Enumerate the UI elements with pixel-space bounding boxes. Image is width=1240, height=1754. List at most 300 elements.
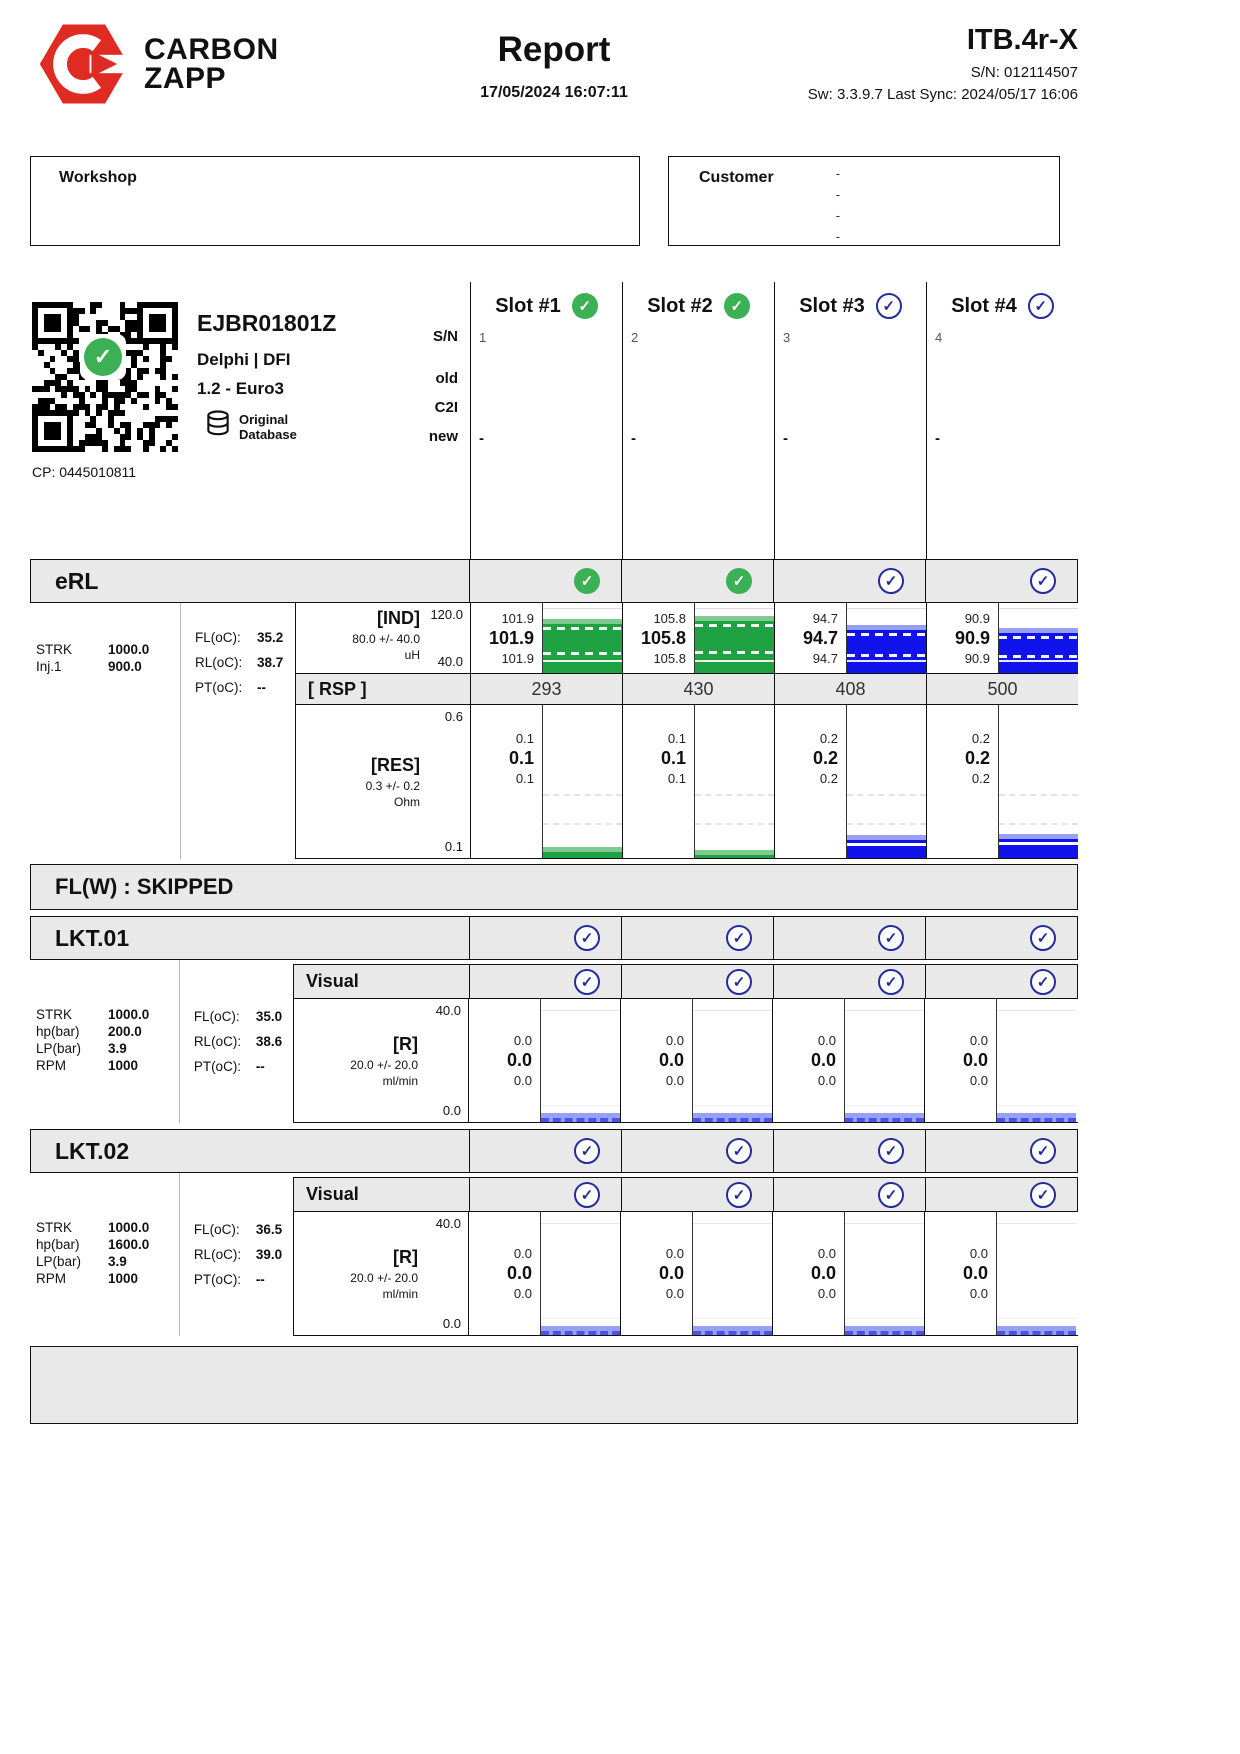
value-min: 0.2 bbox=[819, 771, 838, 786]
value-avg: 0.0 bbox=[506, 1050, 532, 1070]
header-right bbox=[808, 24, 1078, 103]
slot-new-value: - bbox=[631, 430, 636, 447]
temp-row bbox=[195, 650, 295, 675]
bar-graph bbox=[692, 999, 772, 1122]
measurement-label-cell bbox=[295, 705, 470, 858]
slot-result-cell bbox=[469, 917, 621, 959]
slot-measure-cell bbox=[620, 999, 772, 1122]
status-check-icon: ✓ bbox=[726, 969, 752, 995]
check-icon: ✓ bbox=[84, 338, 122, 376]
status-check-icon: ✓ bbox=[878, 969, 904, 995]
slot-result-cell bbox=[621, 917, 773, 959]
axis-top: 120.0 bbox=[430, 607, 463, 622]
temp-label: RL(oC): bbox=[193, 1034, 242, 1049]
value-avg: 0.1 bbox=[508, 748, 534, 768]
slot-status-icon: ✓ bbox=[572, 293, 598, 319]
bar-graph bbox=[844, 1212, 924, 1335]
temp-row bbox=[195, 675, 295, 700]
param-row bbox=[36, 1006, 179, 1023]
value-triplet bbox=[621, 999, 692, 1122]
slot-result-cell bbox=[469, 560, 621, 602]
bar-graph bbox=[540, 1212, 620, 1335]
brand-line-1: CARBON bbox=[144, 32, 279, 66]
status-check-icon: ✓ bbox=[1030, 969, 1056, 995]
customer-placeholder-line: - bbox=[835, 229, 841, 244]
value-max: 0.2 bbox=[971, 731, 990, 746]
axis-top: 40.0 bbox=[435, 1003, 461, 1018]
row-label-old: old bbox=[435, 370, 458, 387]
temp-row bbox=[194, 1054, 293, 1079]
slot-status-icon: ✓ bbox=[876, 293, 902, 319]
axis-labels bbox=[418, 1212, 468, 1335]
slot-result-cell bbox=[621, 1130, 773, 1172]
value-min: 0.0 bbox=[969, 1073, 988, 1088]
temp-row bbox=[194, 1029, 293, 1054]
param-label: Inj.1 bbox=[36, 659, 62, 674]
slot-status-icon: ✓ bbox=[724, 293, 750, 319]
value-max: 0.2 bbox=[819, 731, 838, 746]
slot-measure-cell bbox=[622, 705, 774, 858]
slot-new-value: - bbox=[479, 430, 484, 447]
value-triplet bbox=[925, 999, 996, 1122]
param-value: 1000 bbox=[108, 1271, 139, 1286]
value-min: 0.0 bbox=[513, 1073, 532, 1088]
qr-status-icon bbox=[80, 334, 126, 380]
rsp-value: 500 bbox=[926, 674, 1078, 704]
param-row bbox=[36, 1040, 179, 1057]
value-max: 0.0 bbox=[969, 1246, 988, 1261]
status-check-icon: ✓ bbox=[878, 1138, 904, 1164]
param-row bbox=[36, 1236, 179, 1253]
param-label: STRK bbox=[36, 1007, 73, 1022]
value-min: 0.0 bbox=[665, 1286, 684, 1301]
param-label: RPM bbox=[36, 1271, 66, 1286]
measurement-name: [IND] bbox=[377, 608, 420, 628]
value-min: 0.1 bbox=[667, 771, 686, 786]
injector-brand: Delphi | DFI bbox=[197, 350, 291, 369]
slot-result-cell bbox=[925, 917, 1077, 959]
value-avg: 0.0 bbox=[658, 1263, 684, 1283]
measurement-name: [R] bbox=[393, 1033, 418, 1054]
param-label: LP(bar) bbox=[36, 1041, 82, 1056]
status-check-icon: ✓ bbox=[726, 568, 752, 594]
param-label: STRK bbox=[36, 1220, 73, 1235]
slot-new-value: - bbox=[935, 430, 940, 447]
temp-row bbox=[195, 625, 295, 650]
slot-header bbox=[471, 282, 622, 319]
value-triplet bbox=[471, 705, 542, 858]
value-avg: 0.0 bbox=[658, 1050, 684, 1070]
value-triplet bbox=[623, 705, 694, 858]
measurement-name: [RES] bbox=[371, 754, 420, 775]
value-min: 0.0 bbox=[969, 1286, 988, 1301]
slot-result-cell bbox=[773, 965, 925, 998]
status-check-icon: ✓ bbox=[726, 1182, 752, 1208]
section-bar-flw bbox=[30, 864, 1078, 910]
param-value: 1000 bbox=[108, 1058, 139, 1073]
value-triplet bbox=[925, 1212, 996, 1335]
measurement-bar bbox=[543, 847, 622, 858]
temp-label: FL(oC): bbox=[195, 630, 241, 645]
measurement-bar bbox=[695, 850, 774, 858]
value-triplet bbox=[927, 705, 998, 858]
slot-result-cell bbox=[621, 560, 773, 602]
customer-placeholder-line: - bbox=[835, 166, 841, 181]
section-title: LKT.01 bbox=[55, 924, 130, 951]
slot-title: Slot #4 bbox=[951, 294, 1017, 317]
slot-number: 1 bbox=[479, 330, 487, 345]
slot-measure-cell bbox=[924, 1212, 1076, 1335]
rsp-value: 293 bbox=[470, 674, 622, 704]
value-min: 0.0 bbox=[513, 1286, 532, 1301]
status-check-icon: ✓ bbox=[878, 568, 904, 594]
status-check-icon: ✓ bbox=[1030, 568, 1056, 594]
slot-column-4 bbox=[926, 282, 1078, 559]
unit: uH bbox=[404, 648, 420, 662]
measurement-bar bbox=[693, 1326, 772, 1335]
rsp-value: 430 bbox=[622, 674, 774, 704]
measurement-label bbox=[296, 603, 420, 673]
value-avg: 0.0 bbox=[506, 1263, 532, 1283]
measurement-row-r bbox=[293, 1212, 1078, 1335]
device-name: ITB.4r-X bbox=[966, 24, 1078, 56]
measurement-bar bbox=[999, 628, 1078, 673]
param-value: 3.9 bbox=[108, 1041, 127, 1056]
visual-row bbox=[293, 964, 1078, 999]
axis-bottom: 0.0 bbox=[442, 1103, 461, 1118]
axis-bottom: 0.1 bbox=[444, 839, 463, 854]
section-body-lkt01 bbox=[30, 960, 1078, 1123]
value-triplet bbox=[471, 603, 542, 673]
param-value: 3.9 bbox=[108, 1254, 127, 1269]
report-page bbox=[30, 0, 1078, 1424]
status-check-icon: ✓ bbox=[878, 925, 904, 951]
status-check-icon: ✓ bbox=[1030, 1138, 1056, 1164]
value-min: 0.0 bbox=[817, 1286, 836, 1301]
database-icon bbox=[205, 410, 231, 445]
param-value: 200.0 bbox=[108, 1024, 142, 1039]
measurement-bar bbox=[847, 625, 926, 673]
value-min: 0.1 bbox=[515, 771, 534, 786]
value-avg: 94.7 bbox=[802, 627, 838, 648]
value-avg: 101.9 bbox=[488, 627, 534, 648]
customer-placeholder-line: - bbox=[835, 187, 841, 202]
injector-details bbox=[197, 310, 465, 445]
injector-variant: 1.2 - Euro3 bbox=[197, 379, 284, 398]
slot-measure-cell bbox=[468, 1212, 620, 1335]
temp-row bbox=[194, 1217, 293, 1242]
measurement-bar bbox=[845, 1326, 924, 1335]
tolerance: 0.3 +/- 0.2 bbox=[365, 778, 420, 793]
status-check-icon: ✓ bbox=[726, 925, 752, 951]
bar-graph bbox=[998, 603, 1078, 673]
value-min: 90.9 bbox=[964, 650, 990, 666]
value-avg: 0.0 bbox=[810, 1263, 836, 1283]
section-title: eRL bbox=[55, 567, 99, 594]
param-label: hp(bar) bbox=[36, 1237, 80, 1252]
status-check-icon: ✓ bbox=[574, 969, 600, 995]
bar-graph bbox=[844, 999, 924, 1122]
section-title: LKT.02 bbox=[55, 1137, 130, 1164]
section-bar-erl bbox=[30, 559, 1078, 603]
param-row bbox=[36, 641, 180, 658]
sync-info: Sw: 3.3.9.7 Last Sync: 2024/05/17 16:06 bbox=[807, 86, 1078, 103]
customer-placeholder-line: - bbox=[835, 208, 841, 223]
value-max: 105.8 bbox=[653, 610, 686, 626]
value-triplet bbox=[773, 999, 844, 1122]
slot-measure-cell bbox=[470, 705, 622, 858]
value-avg: 90.9 bbox=[954, 627, 990, 648]
axis-labels bbox=[418, 999, 468, 1122]
temp-label: RL(oC): bbox=[193, 1247, 242, 1262]
param-label: RPM bbox=[36, 1058, 66, 1073]
measurement-bar bbox=[543, 619, 622, 673]
slot-measure-cell bbox=[926, 603, 1078, 673]
measurement-rows bbox=[295, 603, 1078, 859]
param-row bbox=[36, 1270, 179, 1287]
measurement-bar bbox=[845, 1113, 924, 1122]
value-max: 0.0 bbox=[817, 1246, 836, 1261]
bar-graph bbox=[996, 1212, 1076, 1335]
slot-result-cell bbox=[621, 965, 773, 998]
info-boxes bbox=[30, 156, 1078, 246]
value-avg: 105.8 bbox=[640, 627, 686, 648]
slot-result-cell bbox=[925, 1178, 1077, 1211]
value-avg: 0.0 bbox=[810, 1050, 836, 1070]
injector-code: EJBR01801Z bbox=[197, 310, 337, 336]
slot-number: 3 bbox=[783, 330, 791, 345]
slot-new-value: - bbox=[783, 430, 788, 447]
value-max: 0.0 bbox=[513, 1033, 532, 1048]
report-title: Report bbox=[497, 30, 611, 69]
section-body-lkt02 bbox=[30, 1173, 1078, 1336]
slot-result-cell bbox=[773, 560, 925, 602]
bar-graph bbox=[542, 705, 622, 858]
unit: ml/min bbox=[382, 1073, 418, 1088]
slot-measure-cell bbox=[772, 999, 924, 1122]
temp-row bbox=[194, 1242, 293, 1267]
bar-graph bbox=[542, 603, 622, 673]
axis-top: 40.0 bbox=[435, 1216, 461, 1231]
value-triplet bbox=[469, 1212, 540, 1335]
param-label: hp(bar) bbox=[36, 1024, 80, 1039]
rsp-value: 408 bbox=[774, 674, 926, 704]
value-triplet bbox=[775, 603, 846, 673]
row-label-sn: S/N bbox=[432, 328, 458, 345]
measurement-label bbox=[294, 999, 418, 1122]
slot-title: Slot #3 bbox=[799, 294, 865, 317]
temp-label: FL(oC): bbox=[193, 1222, 240, 1237]
slot-measure-cell bbox=[774, 705, 926, 858]
value-triplet bbox=[927, 603, 998, 673]
value-max: 0.0 bbox=[665, 1033, 684, 1048]
database-badge bbox=[205, 410, 465, 445]
measurement-bar bbox=[541, 1326, 620, 1335]
slot-result-cell bbox=[925, 1130, 1077, 1172]
slot-measure-cell bbox=[470, 603, 622, 673]
measurement-bar bbox=[693, 1113, 772, 1122]
workshop-box bbox=[30, 156, 640, 246]
database-badge-line: Original bbox=[239, 411, 289, 427]
slot-result-cell bbox=[773, 1178, 925, 1211]
measurement-bar bbox=[999, 834, 1078, 858]
slot-measure-cell bbox=[620, 1212, 772, 1335]
param-value: 900.0 bbox=[108, 659, 142, 674]
axis-bottom: 0.0 bbox=[442, 1316, 461, 1331]
param-value: 1000.0 bbox=[108, 642, 150, 657]
slot-result-cell bbox=[469, 1130, 621, 1172]
value-triplet bbox=[469, 999, 540, 1122]
slot-result-cell bbox=[925, 965, 1077, 998]
rsp-row bbox=[295, 673, 1078, 705]
axis-labels bbox=[420, 603, 470, 673]
value-min: 105.8 bbox=[653, 650, 686, 666]
value-avg: 0.0 bbox=[962, 1263, 988, 1283]
measurement-bar bbox=[541, 1113, 620, 1122]
unit: Ohm bbox=[393, 794, 420, 809]
value-min: 0.2 bbox=[971, 771, 990, 786]
customer-box bbox=[668, 156, 1060, 246]
report-datetime: 17/05/2024 16:07:11 bbox=[480, 84, 628, 101]
measurement-label bbox=[294, 1212, 418, 1335]
section-title: FL(W) : SKIPPED bbox=[55, 874, 234, 899]
value-triplet bbox=[775, 705, 846, 858]
measurement-bar bbox=[847, 835, 926, 858]
value-min: 94.7 bbox=[812, 650, 838, 666]
temp-label: FL(oC): bbox=[193, 1009, 240, 1024]
value-triplet bbox=[621, 1212, 692, 1335]
bar-graph bbox=[540, 999, 620, 1122]
slot-number: 2 bbox=[631, 330, 639, 345]
param-row bbox=[36, 1057, 179, 1074]
slot-measure-cell bbox=[772, 1212, 924, 1335]
temp-label: PT(oC): bbox=[195, 680, 243, 695]
value-max: 101.9 bbox=[501, 610, 534, 626]
temp-value: 35.0 bbox=[255, 1009, 283, 1024]
value-max: 0.0 bbox=[513, 1246, 532, 1261]
temp-label: RL(oC): bbox=[195, 655, 243, 670]
tolerance: 20.0 +/- 20.0 bbox=[350, 1270, 418, 1285]
value-avg: 0.0 bbox=[962, 1050, 988, 1070]
slot-measure-cell bbox=[926, 705, 1078, 858]
temperature-params bbox=[179, 960, 293, 1123]
temp-value: 36.5 bbox=[255, 1222, 283, 1237]
injector-info bbox=[30, 282, 470, 559]
temp-value: 38.7 bbox=[257, 655, 284, 670]
bar-graph bbox=[692, 1212, 772, 1335]
param-label: LP(bar) bbox=[36, 1254, 82, 1269]
value-max: 0.0 bbox=[665, 1246, 684, 1261]
section-bar-lkt02 bbox=[30, 1129, 1078, 1173]
slot-measure-cell bbox=[468, 999, 620, 1122]
device-serial: S/N: 012114507 bbox=[970, 64, 1078, 81]
bar-graph bbox=[998, 705, 1078, 858]
measurement-row-res bbox=[295, 705, 1078, 858]
param-label: STRK bbox=[36, 642, 73, 657]
row-label-c2i: C2I bbox=[434, 399, 458, 416]
measurement-row-r bbox=[293, 999, 1078, 1122]
slot-measure-cell bbox=[924, 999, 1076, 1122]
value-avg: 0.1 bbox=[660, 748, 686, 768]
section-bar-lkt01 bbox=[30, 916, 1078, 960]
status-check-icon: ✓ bbox=[1030, 1182, 1056, 1208]
status-check-icon: ✓ bbox=[726, 1138, 752, 1164]
value-max: 94.7 bbox=[812, 610, 838, 626]
bar-graph bbox=[694, 603, 774, 673]
slot-number: 4 bbox=[935, 330, 943, 345]
temperature-params bbox=[180, 603, 295, 859]
slot-column-3 bbox=[774, 282, 926, 559]
bar-graph bbox=[694, 705, 774, 858]
value-min: 0.0 bbox=[817, 1073, 836, 1088]
slot-column-2 bbox=[622, 282, 774, 559]
param-value: 1000.0 bbox=[108, 1007, 150, 1022]
value-max: 0.1 bbox=[667, 731, 686, 746]
slot-column-1 bbox=[470, 282, 622, 559]
temp-value: -- bbox=[255, 1272, 265, 1287]
param-row bbox=[36, 658, 180, 675]
test-params bbox=[30, 603, 180, 859]
slot-status-icon: ✓ bbox=[1028, 293, 1054, 319]
measurement-label bbox=[296, 705, 420, 858]
slot-result-cell bbox=[469, 1178, 621, 1211]
slot-header bbox=[927, 282, 1078, 319]
param-row bbox=[36, 1253, 179, 1270]
measurement-name: [R] bbox=[393, 1246, 418, 1267]
slot-result-cell bbox=[925, 560, 1077, 602]
visual-label: Visual bbox=[306, 1184, 359, 1204]
axis-bottom: 40.0 bbox=[437, 654, 463, 669]
slot-header bbox=[775, 282, 926, 319]
axis-top: 0.6 bbox=[444, 709, 463, 724]
bar-graph bbox=[846, 603, 926, 673]
injector-cp: CP: 0445010811 bbox=[32, 464, 137, 480]
tolerance: 80.0 +/- 40.0 bbox=[352, 632, 420, 646]
injector-table bbox=[30, 282, 1078, 559]
status-check-icon: ✓ bbox=[574, 568, 600, 594]
param-value: 1000.0 bbox=[108, 1220, 150, 1235]
value-max: 0.1 bbox=[515, 731, 534, 746]
value-max: 0.0 bbox=[817, 1033, 836, 1048]
temp-row bbox=[194, 1267, 293, 1292]
slot-result-cell bbox=[469, 965, 621, 998]
footer-bar bbox=[30, 1346, 1078, 1424]
value-max: 0.0 bbox=[969, 1033, 988, 1048]
slot-result-cell bbox=[773, 917, 925, 959]
measurement-row-ind bbox=[295, 603, 1078, 673]
customer-label: Customer bbox=[699, 169, 774, 186]
slot-result-cell bbox=[621, 1178, 773, 1211]
status-check-icon: ✓ bbox=[574, 1182, 600, 1208]
slot-measure-cell bbox=[774, 603, 926, 673]
report-header bbox=[30, 0, 1078, 146]
slot-header bbox=[623, 282, 774, 319]
value-min: 0.0 bbox=[665, 1073, 684, 1088]
measurement-bar bbox=[695, 616, 774, 673]
value-avg: 0.2 bbox=[812, 748, 838, 768]
test-params bbox=[30, 960, 179, 1123]
temp-row bbox=[194, 1004, 293, 1029]
section-body-erl bbox=[30, 603, 1078, 859]
temp-value: -- bbox=[255, 1059, 265, 1074]
database-badge-label bbox=[239, 413, 297, 443]
visual-row bbox=[293, 1177, 1078, 1212]
temp-value: 38.6 bbox=[255, 1034, 283, 1049]
tolerance: 20.0 +/- 20.0 bbox=[350, 1057, 418, 1072]
bar-graph bbox=[846, 705, 926, 858]
slot-measure-cell bbox=[622, 603, 774, 673]
value-triplet bbox=[773, 1212, 844, 1335]
